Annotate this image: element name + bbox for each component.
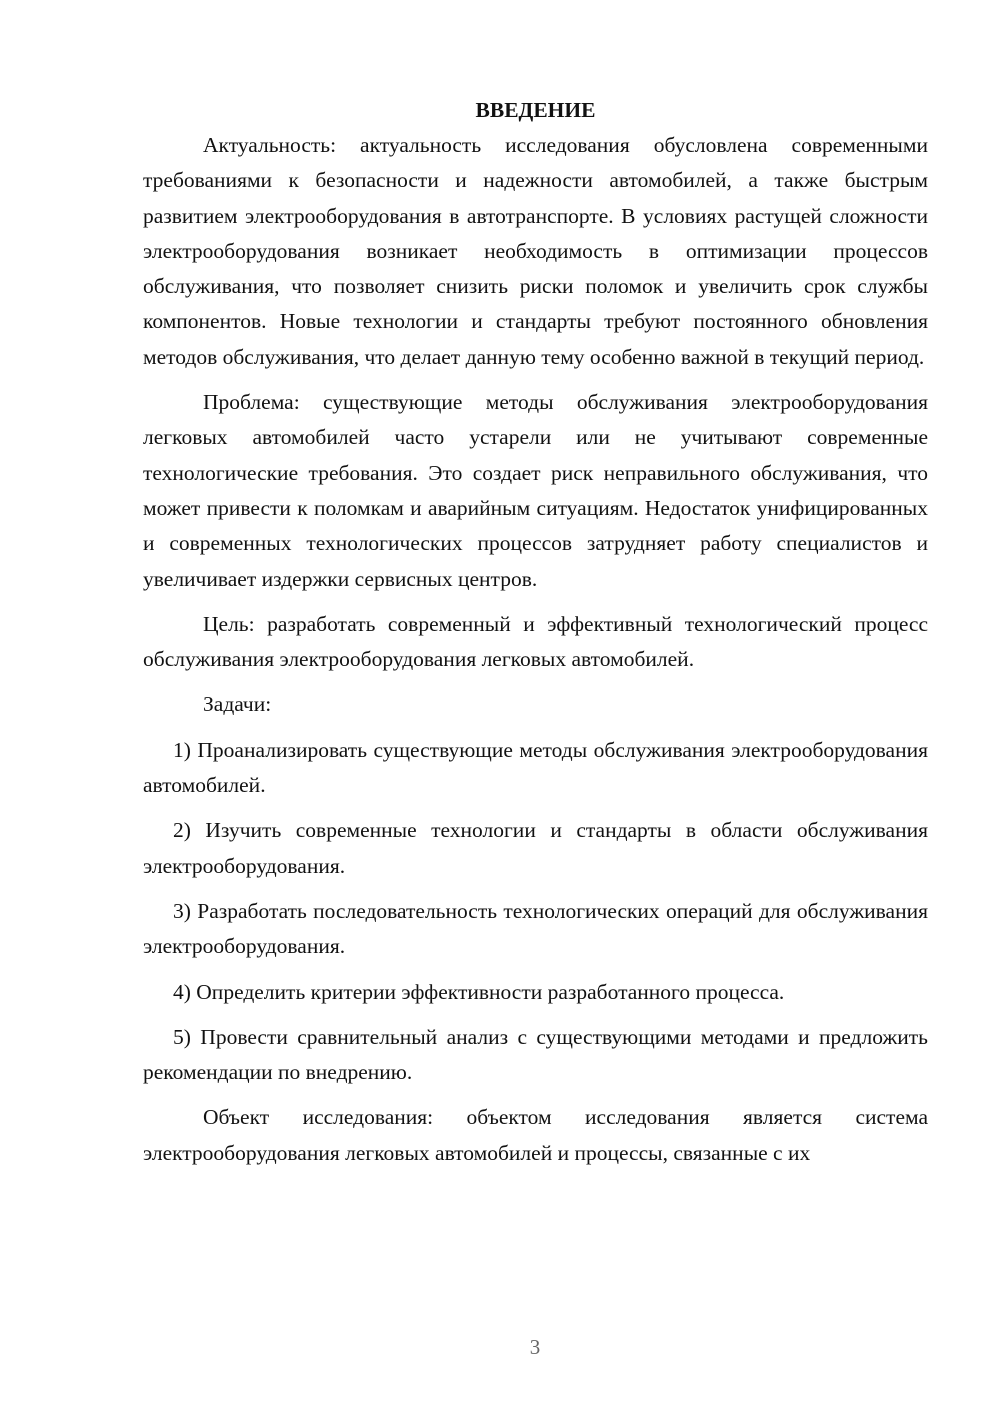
page-title: ВВЕДЕНИЕ (475, 98, 596, 122)
task-item-4: 4) Определить критерии эффективности разработанного процесса. (173, 979, 785, 1004)
page-number-text: 3 (529, 1335, 541, 1359)
task-item-2: 2) Изучить современные технологии и стандарты в области обслуживания электрооборудования. (143, 818, 928, 878)
page-number (0, 1333, 1000, 1361)
paragraph-tasks-heading: Задачи: (203, 692, 272, 717)
task-item-3: 3) Разработать последовательность технологических операций для обслуживания электрооборудования. (143, 898, 928, 959)
task-item-1: 1) Проанализировать существующие методы обслуживания электрооборудования автомобилей. (143, 737, 928, 798)
paragraph-relevance: Актуальность: актуальность исследования обусловлена современными требованиями к безопасности и надежности автомобилей, а также быстрым развитием электрооборудования в автотранспорте. В условиях растущей сложности электрооборудования возникает необходимость в оптимизации процессов обслуживания, что позволяет снизить риски поломок и увеличить срок службы компонентов. Новые технологии и стандарты требуют постоянного обновления методов обслуживания, что делает данную тему особенно важной в текущий период. (143, 133, 928, 369)
paragraph-goal: Цель: разработать современный и эффективный технологический процесс обслуживания электрооборудования легковых автомобилей. (143, 611, 928, 672)
task-item-5: 5) Провести сравнительный анализ с существующими методами и предложить рекомендации по внедрению. (143, 1024, 928, 1085)
paragraph-object: Объект исследования: объектом исследования является система электрооборудования легковых автомобилей и процессы, связанные с их (143, 1105, 928, 1165)
paragraph-problem: Проблема: существующие методы обслуживания электрооборудования легковых автомобилей часто устарели или не учитывают современные технологические требования. Это создает риск неправильного обслуживания, что может привести к поломкам и аварийным ситуациям. Недостаток унифицированных и современных технологических процессов затрудняет работу специалистов и увеличивает издержки сервисных центров. (143, 390, 928, 591)
document-body (143, 93, 928, 1171)
